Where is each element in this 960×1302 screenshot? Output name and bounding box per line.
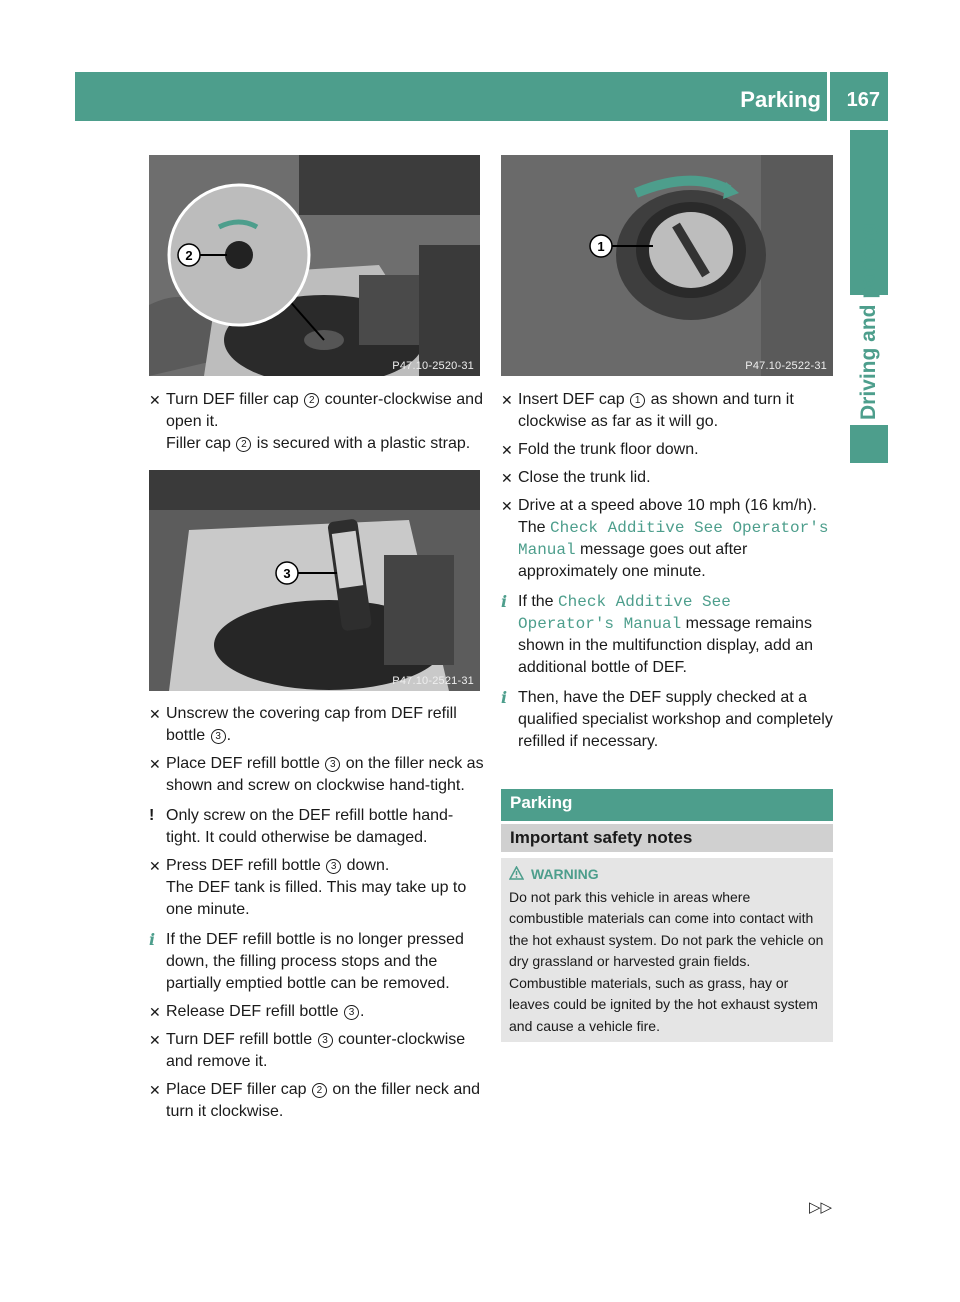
continued-icon: ▷▷ [809, 1199, 833, 1216]
callout-number: 3 [325, 757, 340, 772]
section-title: Parking [501, 789, 833, 821]
callout-number: 3 [326, 859, 341, 874]
instruction-arrow-icon: ✕ [149, 1032, 161, 1048]
warning-text: Do not park this vehicle in areas where combustible materials can come into contact with the hot exhaust system. Do not park the vehicle on dry grassland or harvested grain fields. Combustible materials, such as grass, hay or leaves could be ignited by the hot exhaust system and cause a vehicle fire. [509, 888, 824, 1034]
side-tab-label: Driving and parking [857, 222, 880, 420]
display-message: Check Additive See Operator's Manual [518, 593, 731, 633]
instruction-insert-def-cap: ✕ Insert DEF cap 1 as shown and turn it clockwise as far as it will go. [501, 391, 794, 430]
instruction-arrow-icon: ✕ [149, 1004, 161, 1020]
instruction-remove-bottle: ✕ Turn DEF refill bottle 3 counter-clockwise and remove it. [149, 1031, 466, 1070]
instruction-turn-filler-cap: ✕ Turn DEF filler cap 2 counter-clockwise and open it. Filler cap 2 is secured with a plastic strap. [149, 391, 483, 452]
photo-def-cap [501, 155, 833, 376]
image-code: P47.10-2522-31 [745, 360, 827, 372]
photo-filler-cap [149, 155, 480, 376]
info-icon: i [149, 930, 156, 949]
header-title: Parking [740, 87, 821, 112]
callout-number: 2 [312, 1083, 327, 1098]
photo-def-cap-illustration [501, 155, 833, 376]
display-message: Check Additive See Operator's Manual [518, 519, 829, 559]
instruction-arrow-icon: ✕ [149, 1082, 161, 1098]
warning-heading: WARNING [509, 864, 825, 886]
instruction-replace-cap: ✕ Place DEF filler cap 2 on the filler neck and turn it clockwise. [149, 1081, 481, 1120]
header-divider [827, 72, 830, 121]
info-note: i Then, have the DEF supply checked at a qualified specialist workshop and completely refilled if necessary. [501, 688, 833, 750]
left-column-top [149, 389, 484, 461]
instruction-arrow-icon: ✕ [501, 392, 513, 408]
page-number: 167 [846, 89, 880, 111]
photo-filler-cap-illustration [149, 155, 480, 376]
instruction-arrow-icon: ✕ [501, 442, 513, 458]
callout-number: 3 [318, 1033, 333, 1048]
instruction-arrow-icon: ✕ [501, 498, 513, 514]
callout-number: 3 [211, 729, 226, 744]
svg-text:1: 1 [597, 239, 605, 254]
info-icon: i [501, 688, 508, 707]
callout-number: 1 [630, 393, 645, 408]
side-tab-block [850, 425, 888, 463]
callout-number: 2 [304, 393, 319, 408]
svg-text:3: 3 [283, 566, 291, 581]
left-column-bottom [149, 703, 484, 1129]
photo-refill-bottle [149, 470, 480, 691]
info-icon: i [501, 592, 508, 611]
instruction-arrow-icon: ✕ [149, 392, 161, 408]
warning-triangle-icon [509, 866, 524, 880]
section-subtitle: Important safety notes [501, 824, 833, 852]
instruction-unscrew-cap: ✕ Unscrew the covering cap from DEF refill bottle 3 . [149, 705, 457, 744]
instruction-arrow-icon: ✕ [149, 858, 161, 874]
callout-number: 3 [344, 1005, 359, 1020]
info-note: i If the Check Additive See Operator's Manual message remains shown in the multifunction display, add an additional bottle of DEF. [501, 592, 813, 676]
instruction-arrow-icon: ✕ [501, 470, 513, 486]
instruction-drive: ✕ Drive at a speed above 10 mph (16 km/h). The Check Additive See Operator's Manual message goes out after approximately one minute. [501, 497, 829, 580]
instruction-release-bottle: ✕ Release DEF refill bottle 3 . [149, 1001, 484, 1023]
right-column [501, 389, 836, 759]
instruction-close-trunk: ✕ Close the trunk lid. [501, 467, 836, 489]
caution-icon: ! [149, 807, 155, 824]
instruction-arrow-icon: ✕ [149, 756, 161, 772]
instruction-fold-floor: ✕ Fold the trunk floor down. [501, 439, 836, 461]
instruction-arrow-icon: ✕ [149, 706, 161, 722]
callout-number: 2 [236, 437, 251, 452]
page-header [75, 72, 888, 121]
info-note: i If the DEF refill bottle is no longer pressed down, the filling process stops and the partially emptied bottle can be removed. [149, 930, 464, 992]
instruction-press-bottle: ✕ Press DEF refill bottle 3 down. The DEF tank is filled. This may take up to one minute. [149, 857, 467, 918]
photo-refill-bottle-illustration [149, 470, 480, 691]
image-code: P47.10-2521-31 [392, 675, 474, 687]
image-code: P47.10-2520-31 [392, 360, 474, 372]
svg-text:2: 2 [185, 248, 193, 263]
instruction-place-bottle: ✕ Place DEF refill bottle 3 on the filler neck as shown and screw on clockwise hand-tight. [149, 755, 484, 794]
warning-box [501, 858, 833, 1042]
caution-note: ! Only screw on the DEF refill bottle hand-tight. It could otherwise be damaged. [149, 807, 454, 846]
